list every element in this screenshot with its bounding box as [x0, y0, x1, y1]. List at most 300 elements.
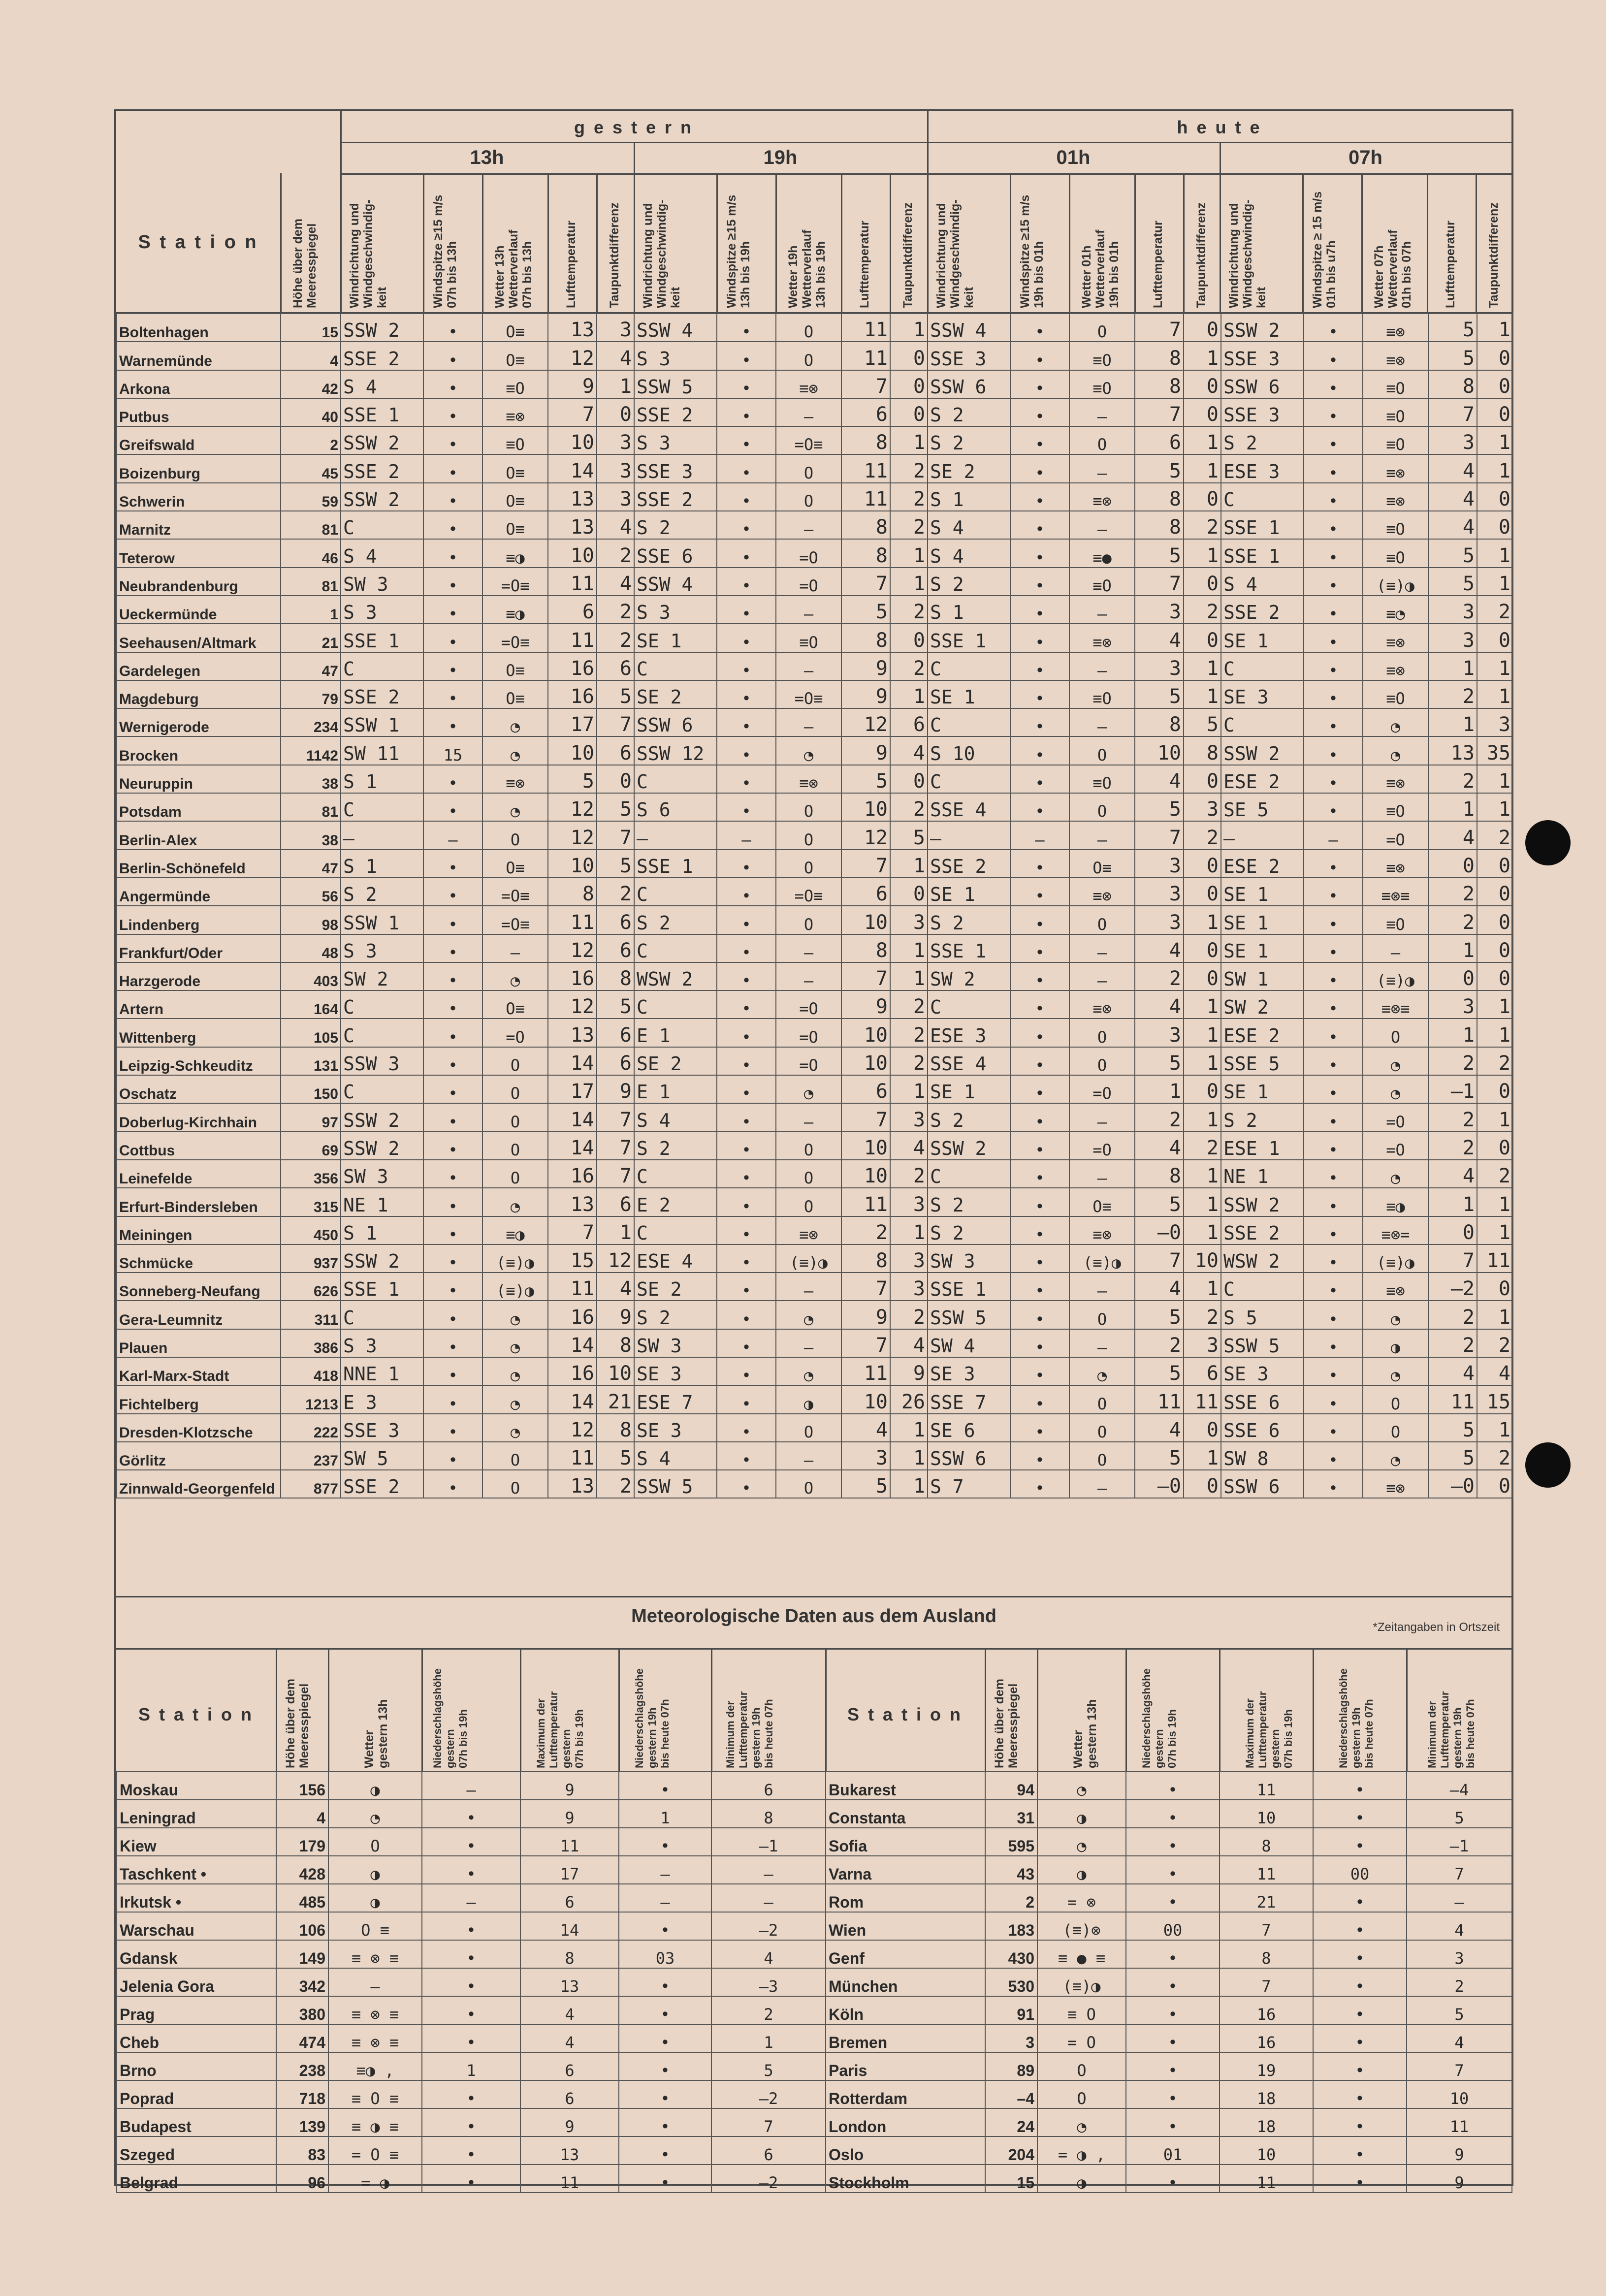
taupunkt-cell: 5: [597, 990, 634, 1019]
spitze-cell: •: [1010, 1273, 1069, 1301]
spitze-cell: •: [1010, 1132, 1069, 1160]
minimum-cell: 5: [711, 2052, 826, 2080]
niederschlag-tag-cell: •: [422, 2024, 520, 2052]
station-name: Cottbus: [117, 1132, 281, 1160]
luft-cell: 5: [841, 1470, 890, 1498]
luft-cell: 3: [1428, 624, 1477, 652]
wind-cell: E 1: [634, 1075, 717, 1103]
taupunkt-cell: 4: [597, 342, 634, 370]
wetter-cell: ≡⊗=: [1363, 1216, 1428, 1244]
wind-cell: C: [634, 1216, 717, 1244]
spitze-cell: •: [1304, 1047, 1363, 1075]
maximum-cell: 16: [1220, 1996, 1313, 2024]
taupunkt-cell: 0: [1477, 962, 1513, 990]
station-height: 2: [985, 1884, 1037, 1912]
taupunkt-cell: 2: [890, 511, 928, 539]
niederschlag-tag-cell: •: [1126, 1940, 1220, 1968]
wetter-cell: –: [328, 1968, 422, 1996]
luft-cell: 7: [1135, 568, 1184, 596]
luft-cell: 3: [1135, 1019, 1184, 1047]
wind-cell: S 3: [341, 1329, 423, 1357]
taupunkt-cell: 2: [1184, 1132, 1221, 1160]
luft-cell: 10: [548, 736, 597, 765]
station-height: 356: [281, 1160, 341, 1188]
wetter-cell: –: [776, 511, 841, 539]
wetter-cell: O: [1069, 426, 1135, 454]
wetter-cell: O: [776, 906, 841, 934]
luft-cell: 10: [841, 1160, 890, 1188]
wind-cell: ESE 3: [928, 1019, 1010, 1047]
wetter-cell: –: [1069, 652, 1135, 680]
taupunkt-cell: 3: [890, 906, 928, 934]
station-row: [117, 1160, 1513, 1188]
wind-cell: SSE 2: [341, 342, 423, 370]
wetter-cell: O: [482, 821, 548, 849]
wetter-cell: O: [776, 483, 841, 511]
wind-cell: SSE 6: [634, 539, 717, 567]
station-name: Erfurt-Bindersleben: [117, 1188, 281, 1216]
spitze-cell: •: [717, 511, 776, 539]
luft-cell: 7: [1428, 1244, 1477, 1273]
station-row: [117, 878, 1513, 906]
taupunkt-cell: 2: [597, 878, 634, 906]
wetter-cell: –: [1069, 1273, 1135, 1301]
taupunkt-cell: 12: [597, 1244, 634, 1273]
spitze-cell: •: [1010, 1385, 1069, 1413]
ausland-row: [117, 1772, 826, 1800]
station-name: Gdansk: [117, 1940, 276, 1968]
luft-cell: 12: [841, 821, 890, 849]
taupunkt-cell: 3: [1477, 708, 1513, 736]
wind-cell: S 2: [634, 906, 717, 934]
wetter-cell: ≡ ● ≡: [1037, 1940, 1126, 1968]
ausland-wetter-right: Wetter gestern 13h: [1071, 1699, 1099, 1768]
taupunkt-cell: 1: [890, 1470, 928, 1498]
taupunkt-cell: 4: [597, 1273, 634, 1301]
maximum-cell: 9: [520, 1772, 619, 1800]
wind-cell: SSE 1: [1221, 511, 1304, 539]
wind-header-13h: Windrichtung und Windgeschwindig- keit: [348, 199, 389, 308]
taupunkt-cell: 2: [890, 454, 928, 482]
niederschlag-tag-cell: •: [422, 2165, 520, 2193]
wind-cell: SW 5: [341, 1442, 423, 1470]
wetter-cell: –: [1069, 1470, 1135, 1498]
taupunkt-cell: 10: [597, 1357, 634, 1385]
spitze-cell: •: [423, 1470, 482, 1498]
luft-cell: 6: [841, 1075, 890, 1103]
spitze-cell: •: [423, 1244, 482, 1273]
niederschlag-nacht-cell: •: [619, 1996, 711, 2024]
wetter-cell: ≡⊗: [1069, 878, 1135, 906]
wetter-cell: ≡O: [1363, 398, 1428, 426]
wetter-header-01h: Wetter 01h Wetterverlauf 19h bis 01h: [1080, 229, 1121, 308]
wetter-cell: O≡: [482, 680, 548, 708]
wind-cell: SSE 1: [928, 1273, 1010, 1301]
wetter-cell: ◔: [776, 1357, 841, 1385]
niederschlag-nacht-cell: •: [1313, 1884, 1407, 1912]
station-height: 380: [276, 1996, 328, 2024]
wetter-cell: –: [1069, 511, 1135, 539]
minimum-cell: –1: [1407, 1828, 1512, 1856]
niederschlag-tag-cell: •: [422, 1828, 520, 1856]
station-name: Neuruppin: [117, 765, 281, 793]
spitze-cell: •: [1010, 314, 1069, 342]
station-row: [117, 652, 1513, 680]
luft-cell: 14: [548, 1132, 597, 1160]
spitze-cell: •: [1010, 398, 1069, 426]
ausland-title: Meteorologische Daten aus dem Ausland: [631, 1606, 996, 1626]
wetter-cell: O≡: [482, 990, 548, 1019]
taupunkt-cell: 2: [1184, 511, 1221, 539]
wind-header-07h: Windrichtung und Windgeschwindig- keit: [1227, 199, 1268, 308]
niederschlag-tag-cell: 01: [1126, 2137, 1220, 2165]
spitze-cell: •: [1010, 962, 1069, 990]
spitze-cell: 15: [423, 736, 482, 765]
minimum-cell: 5: [1407, 1996, 1512, 2024]
ausland-row: [826, 2108, 1512, 2137]
station-name: Meiningen: [117, 1216, 281, 1244]
taupunkt-cell: 2: [1184, 596, 1221, 624]
spitze-cell: •: [1010, 370, 1069, 398]
spitze-cell: •: [1304, 1019, 1363, 1047]
spitze-cell: •: [423, 652, 482, 680]
spitze-cell: •: [423, 370, 482, 398]
maximum-cell: 13: [520, 2137, 619, 2165]
taupunkt-cell: 0: [1477, 1132, 1513, 1160]
wind-cell: SE 3: [634, 1357, 717, 1385]
ausland-row: [117, 1912, 826, 1940]
taupunkt-cell: 0: [1477, 1075, 1513, 1103]
taupunkt-cell: 0: [890, 398, 928, 426]
taupunkt-cell: 21: [597, 1385, 634, 1413]
luft-cell: 7: [1428, 398, 1477, 426]
station-name: Bukarest: [826, 1772, 985, 1800]
luft-cell: 5: [1135, 1188, 1184, 1216]
spitze-cell: •: [1304, 483, 1363, 511]
spitze-cell: •: [717, 793, 776, 821]
spitze-cell: •: [423, 962, 482, 990]
luft-cell: 17: [548, 708, 597, 736]
wind-cell: S 3: [341, 934, 423, 962]
wetter-cell: –: [482, 934, 548, 962]
luft-cell: 8: [1135, 708, 1184, 736]
station-height: 428: [276, 1856, 328, 1884]
station-height: 38: [281, 765, 341, 793]
wind-cell: S 2: [928, 426, 1010, 454]
luft-cell: 6: [841, 398, 890, 426]
wetter-cell: O: [328, 1828, 422, 1856]
wind-cell: S 2: [928, 568, 1010, 596]
spitze-cell: •: [717, 1047, 776, 1075]
maximum-cell: 19: [1220, 2052, 1313, 2080]
spitze-cell: •: [717, 568, 776, 596]
spitze-cell: •: [717, 596, 776, 624]
luft-cell: 14: [548, 1385, 597, 1413]
luft-cell: 5: [1135, 454, 1184, 482]
wetter-cell: ≡⊗: [1363, 342, 1428, 370]
spitze-cell: •: [423, 850, 482, 878]
wetter-cell: O: [482, 1047, 548, 1075]
station-name: Belgrad: [117, 2165, 276, 2193]
station-row: [117, 511, 1513, 539]
luft-cell: 1: [1428, 1019, 1477, 1047]
wind-cell: SW 2: [928, 962, 1010, 990]
wetter-cell: –: [1069, 398, 1135, 426]
luft-cell: 7: [841, 1273, 890, 1301]
spitze-cell: •: [1304, 1470, 1363, 1498]
luft-cell: 14: [548, 1103, 597, 1131]
spitze-cell: •: [1010, 568, 1069, 596]
station-height: 91: [985, 1996, 1037, 2024]
wind-cell: C: [928, 990, 1010, 1019]
luft-cell: 9: [841, 736, 890, 765]
wind-cell: NNE 1: [341, 1357, 423, 1385]
taupunkt-cell: 0: [1184, 1075, 1221, 1103]
station-height: 418: [281, 1357, 341, 1385]
minimum-cell: –: [711, 1856, 826, 1884]
time-13h: 13h: [470, 147, 504, 168]
station-height: 15: [985, 2165, 1037, 2193]
niederschlag-tag-cell: •: [1126, 1968, 1220, 1996]
spitze-cell: •: [423, 539, 482, 567]
wetter-cell: –: [1069, 596, 1135, 624]
wind-cell: –: [634, 821, 717, 849]
taupunkt-cell: 1: [890, 568, 928, 596]
wetter-cell: O: [482, 1103, 548, 1131]
luft-cell: 8: [841, 624, 890, 652]
station-height: 4: [281, 342, 341, 370]
wetter-cell: ◔: [482, 1357, 548, 1385]
spitze-cell: –: [1304, 821, 1363, 849]
wind-cell: SSW 6: [928, 370, 1010, 398]
niederschlag-nacht-cell: •: [619, 2080, 711, 2108]
station-name: Gera-Leumnitz: [117, 1301, 281, 1329]
wetter-cell: (≡)◑: [482, 1244, 548, 1273]
taupunkt-cell: 0: [890, 370, 928, 398]
wind-cell: E 3: [341, 1385, 423, 1413]
luft-cell: 6: [841, 878, 890, 906]
ausland-note: *Zeitangaben in Ortszeit: [1373, 1621, 1500, 1634]
taupunkt-cell: 4: [597, 568, 634, 596]
wetter-cell: ≡◔: [1363, 596, 1428, 624]
wetter-cell: (≡)◑: [1037, 1968, 1126, 1996]
spitze-cell: •: [423, 878, 482, 906]
station-row: [117, 1047, 1513, 1075]
luft-cell: 4: [1135, 1273, 1184, 1301]
maximum-cell: 4: [520, 2024, 619, 2052]
taupunkt-cell: 0: [597, 765, 634, 793]
wind-cell: S 2: [634, 511, 717, 539]
spitze-cell: •: [1010, 1414, 1069, 1442]
wind-cell: SSW 6: [1221, 1470, 1304, 1498]
wind-cell: ESE 7: [634, 1385, 717, 1413]
luft-cell: 3: [1135, 906, 1184, 934]
wind-cell: S 4: [634, 1103, 717, 1131]
luft-cell: 4: [1428, 454, 1477, 482]
taupunkt-cell: 1: [1184, 990, 1221, 1019]
ausland-table-right: [825, 1771, 1512, 2193]
station-row: [117, 539, 1513, 567]
luft-cell: –2: [1428, 1273, 1477, 1301]
wetter-cell: O: [776, 821, 841, 849]
station-header: S t a t i o n: [138, 232, 258, 253]
wind-cell: SSE 1: [928, 934, 1010, 962]
station-name: Paris: [826, 2052, 985, 2080]
station-height: 106: [276, 1912, 328, 1940]
wetter-cell: O ≡: [328, 1912, 422, 1940]
niederschlag-tag-cell: •: [422, 2108, 520, 2137]
wind-cell: S 2: [634, 1301, 717, 1329]
luft-cell: 3: [1428, 426, 1477, 454]
station-name: Dresden-Klotzsche: [117, 1414, 281, 1442]
taupunkt-cell: 5: [597, 793, 634, 821]
spitze-cell: •: [1010, 624, 1069, 652]
spitze-cell: •: [1010, 1188, 1069, 1216]
station-height: 626: [281, 1273, 341, 1301]
spitze-cell: •: [1304, 370, 1363, 398]
maximum-cell: 13: [520, 1968, 619, 1996]
taupunkt-cell: 8: [597, 962, 634, 990]
taupunkt-cell: 1: [1477, 539, 1513, 567]
wind-cell: SSW 5: [928, 1301, 1010, 1329]
ausland-row: [826, 2052, 1512, 2080]
minimum-cell: –2: [711, 2165, 826, 2193]
spitze-cell: •: [1304, 511, 1363, 539]
station-name: Rom: [826, 1884, 985, 1912]
taupunkt-cell: 35: [1477, 736, 1513, 765]
spitze-cell: •: [1304, 1357, 1363, 1385]
spitze-cell: •: [1304, 1188, 1363, 1216]
wind-cell: C: [341, 990, 423, 1019]
spitze-cell: •: [423, 1103, 482, 1131]
taupunkt-cell: 15: [1477, 1385, 1513, 1413]
wind-cell: S 1: [341, 765, 423, 793]
maximum-cell: 21: [1220, 1884, 1313, 1912]
wetter-cell: O: [482, 1075, 548, 1103]
taupunkt-cell: 1: [1184, 342, 1221, 370]
luft-header-07h: Lufttemperatur: [1444, 221, 1457, 308]
station-name: Berlin-Schönefeld: [117, 850, 281, 878]
luft-cell: 16: [548, 1160, 597, 1188]
spitze-cell: •: [423, 906, 482, 934]
wetter-cell: ≡⊗: [1069, 990, 1135, 1019]
spitze-cell: •: [717, 1075, 776, 1103]
wind-cell: S 2: [928, 398, 1010, 426]
luft-cell: 5: [1428, 342, 1477, 370]
wetter-cell: ≡ O: [1037, 1996, 1126, 2024]
wetter-cell: ◔: [1363, 1442, 1428, 1470]
taupunkt-cell: 3: [890, 1244, 928, 1273]
station-row: [117, 1216, 1513, 1244]
station-name: Leinefelde: [117, 1160, 281, 1188]
ausland-row: [826, 1828, 1512, 1856]
taupunkt-cell: 6: [1184, 1357, 1221, 1385]
station-name: Varna: [826, 1856, 985, 1884]
luft-cell: 5: [1135, 539, 1184, 567]
spitze-cell: •: [717, 1103, 776, 1131]
niederschlag-nacht-cell: –: [619, 1856, 711, 1884]
taupunkt-cell: 4: [890, 1132, 928, 1160]
ausland-row: [117, 1800, 826, 1828]
station-height: 21: [281, 624, 341, 652]
maximum-cell: 14: [520, 1912, 619, 1940]
station-height: 204: [985, 2137, 1037, 2165]
station-height: 530: [985, 1968, 1037, 1996]
wetter-cell: O: [776, 1470, 841, 1498]
luft-cell: 12: [548, 934, 597, 962]
ausland-hoehe-right: Höhe über dem Meeresspiegel: [993, 1679, 1020, 1768]
ausland-row: [117, 1968, 826, 1996]
ausland-row: [117, 1856, 826, 1884]
wetter-cell: ≡O: [1069, 765, 1135, 793]
luft-cell: 5: [1135, 793, 1184, 821]
taupunkt-cell: 1: [1477, 454, 1513, 482]
taupunkt-cell: 5: [1184, 708, 1221, 736]
niederschlag-tag-cell: •: [1126, 2052, 1220, 2080]
station-name: Wernigerode: [117, 708, 281, 736]
wetter-cell: –: [1069, 1103, 1135, 1131]
wind-cell: SSE 4: [928, 793, 1010, 821]
luft-cell: 13: [548, 1188, 597, 1216]
luft-cell: 9: [548, 370, 597, 398]
wetter-cell: ≡⊗: [482, 765, 548, 793]
taupunkt-cell: 5: [597, 850, 634, 878]
luft-cell: 11: [548, 906, 597, 934]
taupunkt-cell: 1: [1184, 680, 1221, 708]
luft-cell: 11: [1428, 1385, 1477, 1413]
ausland-min-right: Minimum der Lufttemperatur gestern 19h bis heute 07h: [1426, 1691, 1477, 1768]
taupunkt-cell: 0: [1184, 398, 1221, 426]
wetter-cell: –: [1069, 1329, 1135, 1357]
spitze-cell: •: [1304, 1216, 1363, 1244]
maximum-cell: 6: [520, 2080, 619, 2108]
luft-cell: 7: [1135, 314, 1184, 342]
wind-cell: SE 1: [1221, 906, 1304, 934]
station-height: 718: [276, 2080, 328, 2108]
taupunkt-cell: 9: [890, 1357, 928, 1385]
wetter-cell: O: [776, 454, 841, 482]
spitze-cell: •: [1304, 793, 1363, 821]
station-name: Kiew: [117, 1828, 276, 1856]
spitze-cell: •: [423, 454, 482, 482]
luft-cell: 6: [548, 596, 597, 624]
wind-cell: SE 5: [1221, 793, 1304, 821]
station-name: Karl-Marx-Stadt: [117, 1357, 281, 1385]
niederschlag-tag-cell: •: [1126, 1884, 1220, 1912]
wind-cell: SW 2: [341, 962, 423, 990]
wind-cell: SE 2: [634, 680, 717, 708]
spitze-cell: •: [423, 568, 482, 596]
minimum-cell: 7: [1407, 1856, 1512, 1884]
spitze-cell: •: [1304, 454, 1363, 482]
luft-header-19h: Lufttemperatur: [858, 221, 871, 308]
station-height: 2: [281, 426, 341, 454]
taupunkt-header-19h: Taupunktdifferenz: [901, 202, 915, 308]
taupunkt-cell: 1: [1184, 652, 1221, 680]
taupunkt-cell: 3: [597, 426, 634, 454]
wind-cell: SE 1: [1221, 934, 1304, 962]
niederschlag-nacht-cell: •: [619, 2165, 711, 2193]
wind-cell: ESE 2: [1221, 850, 1304, 878]
luft-cell: 16: [548, 680, 597, 708]
station-height: 222: [281, 1414, 341, 1442]
station-row: [117, 1442, 1513, 1470]
spitze-cell: •: [1010, 878, 1069, 906]
luft-cell: 8: [1135, 511, 1184, 539]
wetter-cell: ≡O: [1363, 370, 1428, 398]
wetter-cell: O: [1069, 793, 1135, 821]
taupunkt-cell: 1: [890, 1075, 928, 1103]
